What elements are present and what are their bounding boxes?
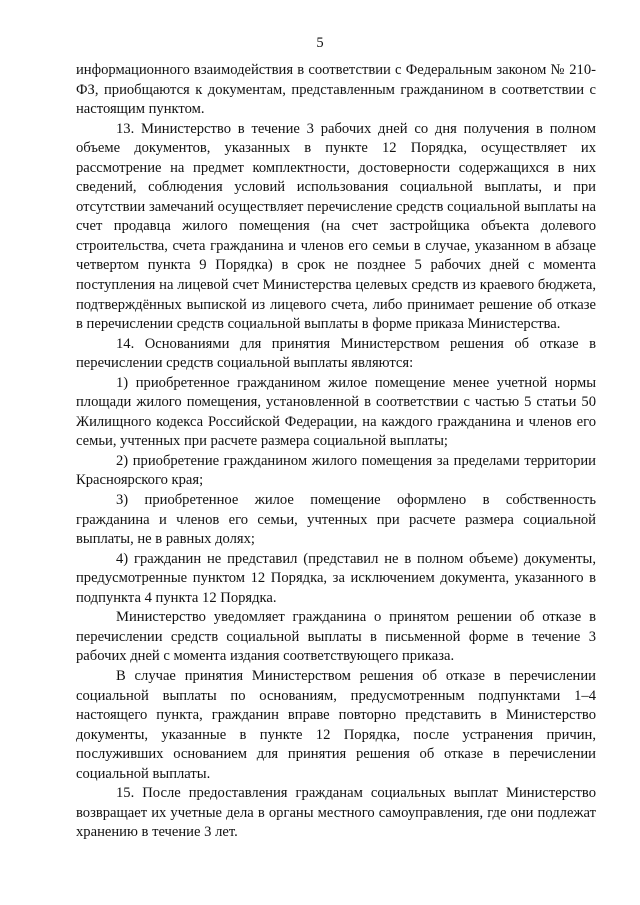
paragraph-notification: Министерство уведомляет гражданина о принятом решении об отказе в перечислении средств социальной выплаты в письменной форме в течение 3 рабочих дней с момента издания соответствующего приказа. [76,609,596,665]
document-body [76,61,596,843]
paragraph-subitem-3: 3) приобретенное жилое помещение оформлено в собственность гражданина и членов его семьи, учтенных при расчете размера социальной выплаты, не в равных долях; [76,492,596,548]
paragraph-continuation: информационного взаимодействия в соответствии с Федеральным законом № 210-ФЗ, приобщаются к документам, представленным гражданином в соответствии с настоящим пунктом. [76,62,596,118]
paragraph-subitem-2: 2) приобретение гражданином жилого помещения за пределами территории Красноярского края; [76,452,596,489]
paragraph-resubmission: В случае принятия Министерством решения об отказе в перечислении социальной выплаты по основаниям, предусмотренным подпунктами 1–4 настоящего пункта, гражданин вправе повторно представить в Министерство документы, указанные в пункте 12 Порядка, после устранения причин, послуживших основанием для принятия решения об отказе в перечислении социальной выплаты. [76,667,596,782]
paragraph-subitem-4: 4) гражданин не представил (представил не в полном объеме) документы, предусмотренные пунктом 12 Порядка, за исключением документа, указанного в подпункта 4 пункта 12 Порядка. [76,550,596,606]
paragraph-subitem-1: 1) приобретенное гражданином жилое помещение менее учетной нормы площади жилого помещения, установленной в соответствии с частью 5 статьи 50 Жилищного кодекса Российской Федерации, на каждого гражданина и членов его семьи, учтенных при расчете размера социальной выплаты; [76,374,596,450]
paragraph-item-13: 13. Министерство в течение 3 рабочих дней со дня получения в полном объеме документов, указанных в пункте 12 Порядка, осуществляет их рассмотрение на предмет комплектности, достоверности содержащихся в них сведений, соблюдения условий использования социальной выплаты, и при отсутствии замечаний осуществляет перечисление средств социальной выплаты на счет продавца жилого помещения (на счет застройщика объекта долевого строительства, счета гражданина и членов его семьи в случае, указанном в абзаце четвертом пункта 9 Порядка) в срок не позднее 5 рабочих дней с момента поступления на лицевой счет Министерства целевых средств из краевого бюджета, подтверждённых выпиской из лицевого счета, либо принимает решение об отказе в перечислении средств социальной выплаты в форме приказа Министерства. [76,120,596,333]
paragraph-item-15: 15. После предоставления гражданам социальных выплат Министерство возвращает их учетные дела в органы местного самоуправления, где они подлежат хранению в течение 3 лет. [76,785,596,841]
page-number: 5 [316,35,324,51]
paragraph-item-14: 14. Основаниями для принятия Министерством решения об отказе в перечислении средств социальной выплаты являются: [76,335,596,372]
